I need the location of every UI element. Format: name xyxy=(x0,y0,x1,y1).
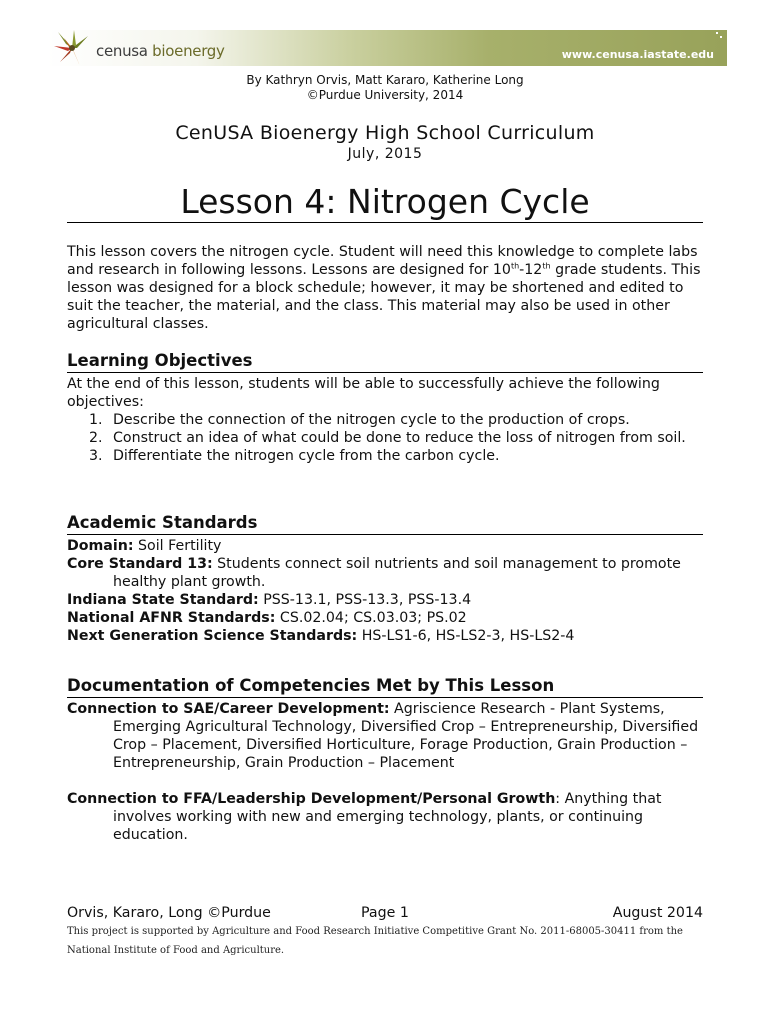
curriculum-title: CenUSA Bioenergy High School Curriculum xyxy=(175,122,595,144)
grant-notice: This project is supported by Agriculture and Food Research Initiative Competitive Grant No. 2011-68005-30411 from the National Institute of Food and Agriculture. xyxy=(67,926,683,956)
section-rule xyxy=(67,372,703,373)
footer-authors: Orvis, Kararo, Long ©Purdue xyxy=(67,905,271,921)
authors: By Kathryn Orvis, Matt Kararo, Katherine Long xyxy=(246,73,524,87)
objectives-lead: At the end of this lesson, students will be able to successfully achieve the following objectives: xyxy=(67,376,660,410)
competency-sae: Connection to SAE/Career Development: Agriscience Research - Plant Systems, Emerging Agricultural Technology, Diversified Crop – Entrepreneurship, Diversified Crop – Placement, Diversified Horticulture, Forage Production, Grain Production – Entrepreneurship, Grain Production – Placement xyxy=(67,701,699,771)
objective-item: 3. Differentiate the nitrogen cycle from the carbon cycle. xyxy=(89,448,500,464)
section-rule xyxy=(67,697,703,698)
academic-standards-heading: Academic Standards xyxy=(67,513,258,532)
title-rule xyxy=(67,222,703,223)
standard-domain: Domain: Soil Fertility xyxy=(67,538,222,554)
brand-cenusa: cenusa xyxy=(96,42,148,60)
footer-date: August 2014 xyxy=(612,905,703,921)
section-rule xyxy=(67,534,703,535)
banner-dot xyxy=(720,36,722,38)
brand-name xyxy=(96,42,225,60)
standard-afnr: National AFNR Standards: CS.02.04; CS.03.03; PS.02 xyxy=(67,610,467,626)
website-link[interactable]: www.cenusa.iastate.edu xyxy=(561,48,714,61)
standard-indiana: Indiana State Standard: PSS-13.1, PSS-13.3, PSS-13.4 xyxy=(67,592,472,608)
footer-page-number: Page 1 xyxy=(361,905,409,921)
cenusa-leaf-logo-icon xyxy=(50,26,96,70)
objective-item: 1. Describe the connection of the nitrogen cycle to the production of crops. xyxy=(89,412,630,428)
competencies-heading: Documentation of Competencies Met by This Lesson xyxy=(67,676,555,695)
curriculum-date: July, 2015 xyxy=(347,146,423,162)
learning-objectives-heading: Learning Objectives xyxy=(67,351,253,370)
standard-core: Core Standard 13: Students connect soil nutrients and soil management to promote healthy plant growth. xyxy=(67,556,681,590)
byline xyxy=(0,73,770,103)
competency-ffa: Connection to FFA/Leadership Development/Personal Growth: Anything that involves working with new and emerging technology, plants, or continuing education. xyxy=(67,791,662,843)
banner-dot xyxy=(716,32,718,34)
objectives-list xyxy=(67,411,707,465)
lesson-title: Lesson 4: Nitrogen Cycle xyxy=(180,182,590,221)
intro-paragraph: This lesson covers the nitrogen cycle. Student will need this knowledge to complete labs and research in following lessons. Lessons are designed for 10th-12th grade students. This lesson was designed for a block schedule; however, it may be shortened and edited to suit the teacher, the material, and the class. This material may also be used in other agricultural classes. xyxy=(67,244,701,332)
copyright: ©Purdue University, 2014 xyxy=(306,88,464,102)
brand-bioenergy: bioenergy xyxy=(152,42,225,60)
objective-item: 2. Construct an idea of what could be done to reduce the loss of nitrogen from soil. xyxy=(89,430,686,446)
standard-ngss: Next Generation Science Standards: HS-LS1-6, HS-LS2-3, HS-LS2-4 xyxy=(67,628,575,644)
